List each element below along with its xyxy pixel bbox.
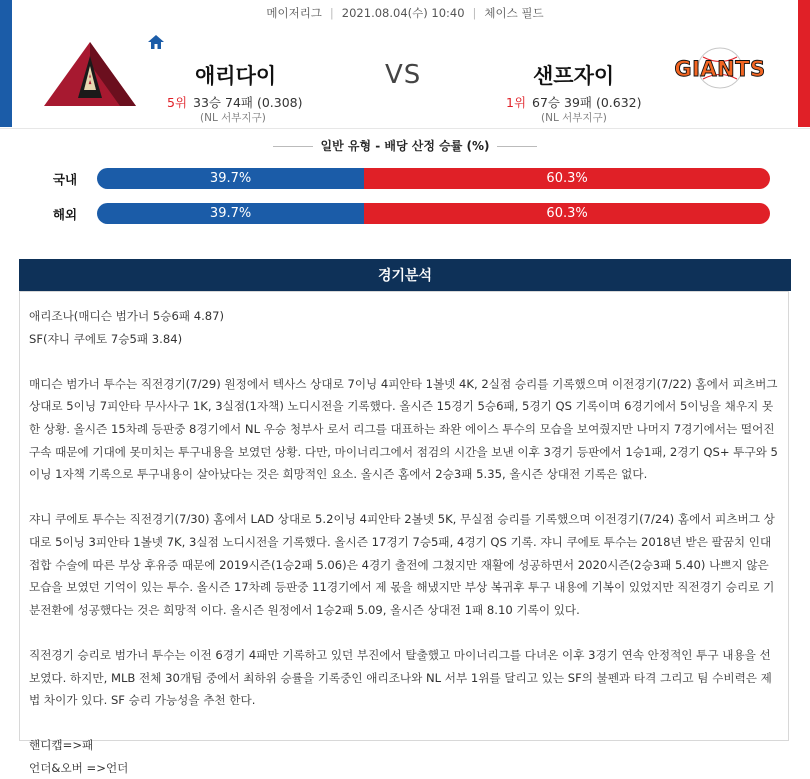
odds-bar-home-segment: 39.7% [97,203,364,224]
away-team-record: 67승 39패 (0.632) [532,95,642,110]
analysis-paragraph: 언더&오버 =>언더 [29,760,129,775]
analysis-paragraph: 직전경기 승리로 범가너 투수는 이전 6경기 4패만 기록하고 있던 부진에서 탈출했고 마이너리그를 다녀온 이후 3경기 연속 안정적인 투구 내용을 선보였다. 하지만, MLB 전체 30개팀 중에서 최하위 승률을 기록중인 애리조나와 NL 서부 1위를 달리고 있는 SF의 불펜과 타격 그리고 팀 수비력은 제법 차이가 있다. SF 승리 가능성을 추천 한다. [29,647,772,708]
away-team-rank: 1위 [506,95,527,110]
odds-section-title [0,137,810,154]
giants-logo [667,44,773,92]
home-team-division: (NL 서부지구) [200,112,266,124]
odds-bar-away-segment: 60.3% [364,168,770,189]
home-icon[interactable] [147,34,165,50]
odds-bar-overseas [97,203,770,224]
odds-bar-domestic [97,168,770,189]
analysis-paragraph: SF(쟈니 쿠에토 7승5패 3.84) [29,331,183,346]
arizona-logo-letter: A [84,76,96,92]
giants-logo-text: GIANTS [674,57,766,81]
arizona-logo [40,40,140,108]
away-team-division: (NL 서부지구) [541,112,607,124]
analysis-paragraph: 쟈니 쿠에토 투수는 직전경기(7/30) 홈에서 LAD 상대로 5.2이닝 4피안타 2볼넷 5K, 무실점 승리를 기록했으며 이전경기(7/24) 홈에서 피츠버그 상대로 5이닝 3피안타 1볼넷 7K, 3실점 노디시전을 기록했다. 올시즌 17경기 7승5패, 4경기 QS 기록. 쟈니 쿠에토 투수는 2018년 받은 팔꿈치 인대접합 수술에 따른 부상 후유증 때문에 2019시즌(1승2패 5.06)은 4경기 출전에 그쳤지만 재활에 성공하면서 2020시즌(2승3패 5.40) 나쁘지 않은 모습을 보였던 기억이 있는 투수. 올시즌 17차례 등판중 11경기에서 제 몫을 해냈지만 부상 복귀후 투구 내용에 기복이 있었지만 직전경기 승리로 기분전환에 성공했다는 것은 희망적 이다. 올시즌 원정에서 1승2패 5.09, 올시즌 상대전 1패 8.10 기록이 있다. [29,512,775,617]
home-team-record: 33승 74패 (0.308) [193,95,303,110]
home-team-name: 애리다이 [195,64,277,88]
analysis-paragraph: 핸디캡=>패 [29,738,94,753]
analysis-paragraph: 애리조나(매디슨 범가너 5승6패 4.87) [29,309,225,323]
analysis-header: 경기분석 [19,259,791,291]
away-team-record-line [506,93,641,111]
away-team-name: 샌프자이 [533,64,615,88]
analysis-content [19,291,789,775]
stadium-label: 체이스 필드 [484,6,544,20]
paragraph-gap [29,350,779,373]
match-info-line: 메이저리그 | 2021.08.04(수) 10:40 | 체이스 필드 [266,6,544,20]
league-label: 메이저리그 [266,6,322,20]
analysis-paragraph: 매디슨 범가너 투수는 직전경기(7/29) 원정에서 텍사스 상대로 7이닝 4피안타 1볼넷 4K, 2실점 승리를 기록했으며 이전경기(7/22) 홈에서 피츠버그 상대로 5이닝 7피안타 무사사구 1K, 3실점(1자책) 노디시전을 기록했다. 올시즌 15경기 5승6패, 5경기 QS 기록이며 6경기에서 5이닝을 채우지 못한 상황. 올시즌 15차례 등판중 8경기에서 NL 우승 청부사 로서 리그를 대표하는 좌완 에이스 투수의 모습을 보여줬지만 나머지 7경기에서는 떨어진 구속 때문에 기대에 못미치는 투구내용을 보였던 상황. 다만, 마이너리그에서 점검의 시간을 보낸 이후 3경기 등판에서 1승1패, 2경기 QS+ 투구와 5이닝 1자책 기록으로 투구내용이 살아났다는 것은 희망적인 요소. 올시즌 홈에서 2승3패 5.35, 올시즌 상대전 기록은 없다. [29,376,778,482]
header-divider [0,128,810,129]
vs-label: VS [385,60,422,90]
odds-row-label-overseas: 해외 [52,207,78,222]
odds-row-label-domestic: 국내 [52,172,78,187]
paragraph-gap [29,712,779,735]
odds-bar-away-segment: 60.3% [364,203,770,224]
odds-title-text: 일반 유형 - 배당 산정 승률 (%) [320,139,490,153]
odds-bar-home-segment: 39.7% [97,168,364,189]
paragraph-gap [29,486,779,509]
home-team-record-line [167,93,302,111]
paragraph-gap [29,621,779,644]
match-datetime: 2021.08.04(수) 10:40 [341,6,465,20]
home-team-rank: 5위 [167,95,188,110]
